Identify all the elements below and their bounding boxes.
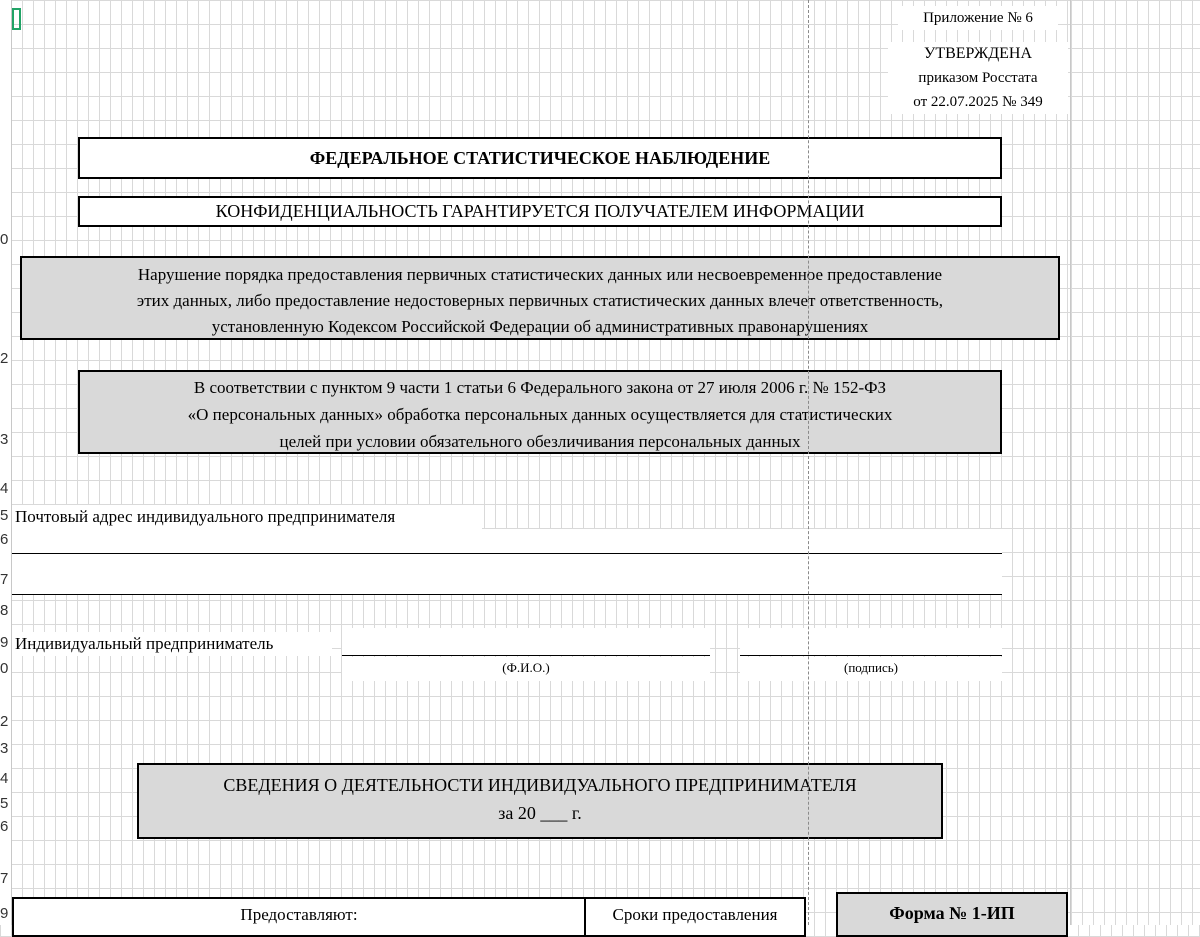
signature-caption: (подпись) (740, 657, 1002, 681)
fio-caption: (Ф.И.О.) (342, 657, 710, 681)
submit-header-cell[interactable] (12, 897, 584, 937)
submit-header: Предоставляют: (240, 905, 358, 924)
row-number[interactable]: 0 (0, 231, 9, 248)
sheet-grid-right (1070, 0, 1200, 925)
violation-notice[interactable] (20, 256, 1060, 340)
row-number[interactable]: 7 (0, 571, 9, 588)
row-number[interactable]: 7 (0, 870, 9, 887)
fio-field[interactable] (342, 628, 710, 656)
row-header-strip (0, 0, 12, 925)
confidentiality-banner[interactable]: КОНФИДЕНЦИАЛЬНОСТЬ ГАРАНТИРУЕТСЯ ПОЛУЧАТЕЛЕМ ИНФОРМАЦИИ (78, 196, 1002, 227)
form-number-box[interactable] (836, 892, 1068, 937)
postal-address-field-line2[interactable] (12, 554, 1002, 595)
personal-data-notice-line: целей при условии обязательного обезличивания персональных данных (279, 432, 801, 451)
row-number[interactable]: 3 (0, 431, 9, 448)
appendix-number: Приложение № 6 (898, 6, 1058, 30)
active-cell-cursor[interactable] (12, 8, 21, 30)
personal-data-notice-line: «О персональных данных» обработка персональных данных осуществляется для статистических (187, 405, 893, 424)
violation-notice-line: этих данных, либо предоставление недостоверных первичных статистических данных влечет ответственность, (136, 291, 944, 310)
violation-notice-line: установленную Кодексом Российской Федерации об административных правонарушениях (211, 317, 869, 336)
federal-observation-banner[interactable]: ФЕДЕРАЛЬНОЕ СТАТИСТИЧЕСКОЕ НАБЛЮДЕНИЕ (78, 137, 1002, 179)
row-number[interactable]: 8 (0, 602, 9, 619)
deadline-header: Сроки предоставления (612, 905, 778, 924)
row-number[interactable]: 6 (0, 531, 9, 548)
row-number[interactable]: 0 (0, 660, 9, 677)
row-number[interactable]: 9 (0, 634, 9, 651)
entrepreneur-label: Индивидуальный предприниматель (12, 632, 332, 656)
row-number[interactable]: 2 (0, 713, 9, 730)
page-break-line (808, 0, 809, 925)
personal-data-notice[interactable] (78, 370, 1002, 454)
row-number[interactable]: 5 (0, 507, 9, 524)
approved-label: УТВЕРЖДЕНА (923, 45, 1032, 62)
report-title: СВЕДЕНИЯ О ДЕЯТЕЛЬНОСТИ ИНДИВИДУАЛЬНОГО ПРЕДПРИНИМАТЕЛЯ (223, 775, 857, 795)
form-number: Форма № 1-ИП (889, 903, 1015, 923)
personal-data-notice-line: В соответствии с пунктом 9 части 1 статьи 6 Федерального закона от 27 июля 2006 г. № 152-ФЗ (193, 378, 887, 397)
order-date: от 22.07.2025 № 349 (913, 94, 1043, 110)
postal-address-label: Почтовый адрес индивидуального предпринимателя (12, 505, 482, 529)
row-number[interactable]: 2 (0, 350, 9, 367)
report-year-line: за 20 ___ г. (498, 803, 582, 823)
deadline-header-cell[interactable] (584, 897, 806, 937)
violation-notice-line: Нарушение порядка предоставления первичных статистических данных или несвоевременное предоставление (137, 265, 943, 284)
row-number[interactable]: 6 (0, 818, 9, 835)
approval-block (888, 42, 1068, 114)
report-title-box[interactable] (137, 763, 943, 839)
row-number[interactable]: 5 (0, 795, 9, 812)
order-line: приказом Росстата (918, 70, 1038, 86)
row-number[interactable]: 9 (0, 905, 9, 922)
postal-address-field-line1[interactable] (12, 529, 1002, 554)
row-number[interactable]: 4 (0, 770, 9, 787)
signature-field[interactable] (740, 628, 1002, 656)
row-number[interactable]: 3 (0, 740, 9, 757)
row-number[interactable]: 4 (0, 480, 9, 497)
